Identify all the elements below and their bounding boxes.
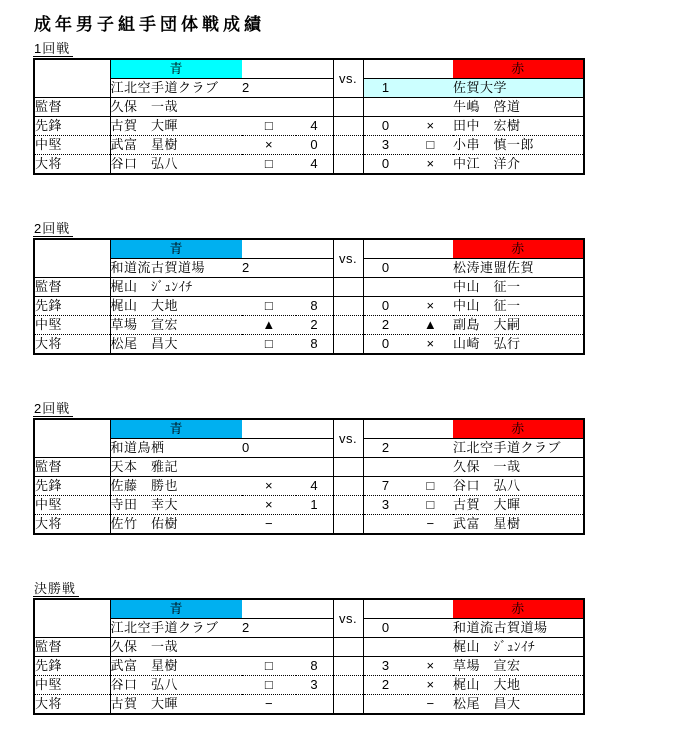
red-header-cell: 赤 [453,419,584,439]
red-player-points-cell: 2 [363,676,408,695]
empty-cell [333,657,363,676]
header-row [34,599,584,619]
empty-cell [333,278,363,297]
blue-header-cell: 青 [110,419,242,439]
empty-cell [296,278,333,297]
vs-cell: vs. [333,599,363,638]
empty-cell [296,239,333,259]
blue-player-points-cell: 0 [296,136,333,155]
blue-coach-cell: 久保 一哉 [110,98,242,117]
red-player-points-cell: 0 [363,117,408,136]
blue-player-name-cell: 佐藤 勝也 [110,477,242,496]
empty-cell [242,278,296,297]
red-team-cell: 和道流古賀道場 [453,619,584,638]
page-title: 成年男子組手団体戦成績 [34,15,265,34]
empty-cell [296,259,333,278]
red-coach-cell: 中山 征一 [453,278,584,297]
coach-row [34,638,584,657]
red-player-mark-cell: × [408,676,453,695]
red-player-name-cell: 副島 大嗣 [453,316,584,335]
corner-cell [34,599,110,638]
player-row [34,316,584,335]
red-player-points-cell: 2 [363,316,408,335]
red-player-points-cell: 0 [363,297,408,316]
player-row [34,136,584,155]
blue-player-name-cell: 谷口 弘八 [110,676,242,695]
empty-cell [408,638,453,657]
player-row [34,496,584,515]
red-player-mark-cell: − [408,515,453,535]
empty-cell [296,619,333,638]
position-label-cell: 大将 [34,695,110,715]
empty-cell [296,599,333,619]
coach-row [34,458,584,477]
match-table [33,58,585,175]
blue-player-mark-cell: × [242,496,296,515]
round-label: 1回戦 [33,41,73,57]
empty-cell [333,297,363,316]
blue-player-mark-cell: □ [242,657,296,676]
blue-player-points-cell: 8 [296,297,333,316]
red-player-points-cell: 7 [363,477,408,496]
empty-cell [333,638,363,657]
blue-player-points-cell [296,515,333,535]
empty-cell [242,458,296,477]
player-row [34,297,584,316]
blue-player-points-cell: 4 [296,477,333,496]
empty-cell [408,599,453,619]
vs-cell: vs. [333,59,363,98]
player-row [34,477,584,496]
empty-cell [363,59,408,79]
red-player-mark-cell: × [408,155,453,175]
round-label: 決勝戦 [33,581,79,597]
red-player-mark-cell: □ [408,136,453,155]
red-team-score-cell: 0 [363,619,408,638]
blue-team-score-cell: 2 [242,79,296,98]
red-header-cell: 赤 [453,599,584,619]
red-player-mark-cell: ▲ [408,316,453,335]
blue-player-points-cell: 1 [296,496,333,515]
red-player-name-cell: 梶山 大地 [453,676,584,695]
empty-cell [333,515,363,535]
red-coach-cell: 牛嶋 啓道 [453,98,584,117]
vs-cell: vs. [333,239,363,278]
empty-cell [333,676,363,695]
blue-coach-cell: 久保 一哉 [110,638,242,657]
match-section-1 [33,40,583,175]
corner-cell [34,419,110,458]
match-table [33,598,585,715]
red-coach-cell: 久保 一哉 [453,458,584,477]
blue-player-name-cell: 松尾 昌大 [110,335,242,355]
header-row [34,419,584,439]
empty-cell [333,136,363,155]
position-label-cell: 中堅 [34,676,110,695]
empty-cell [408,439,453,458]
empty-cell [242,98,296,117]
team-row [34,619,584,638]
red-player-points-cell [363,515,408,535]
red-player-name-cell: 田中 宏樹 [453,117,584,136]
red-player-points-cell: 0 [363,335,408,355]
empty-cell [296,59,333,79]
empty-cell [363,239,408,259]
blue-player-name-cell: 梶山 大地 [110,297,242,316]
blue-player-name-cell: 寺田 幸大 [110,496,242,515]
empty-cell [242,59,296,79]
empty-cell [333,496,363,515]
empty-cell [296,98,333,117]
player-row [34,676,584,695]
empty-cell [333,458,363,477]
blue-player-name-cell: 古賀 大暉 [110,695,242,715]
red-player-name-cell: 山崎 弘行 [453,335,584,355]
red-player-mark-cell: × [408,657,453,676]
red-player-mark-cell: □ [408,496,453,515]
match-table [33,238,585,355]
red-player-name-cell: 古賀 大暉 [453,496,584,515]
empty-cell [408,239,453,259]
blue-player-points-cell: 8 [296,657,333,676]
position-label-cell: 先鋒 [34,657,110,676]
empty-cell [242,599,296,619]
empty-cell [296,638,333,657]
empty-cell [363,458,408,477]
red-player-name-cell: 中山 征一 [453,297,584,316]
empty-cell [333,477,363,496]
red-player-mark-cell: × [408,117,453,136]
position-label-cell: 先鋒 [34,117,110,136]
empty-cell [408,419,453,439]
player-row [34,657,584,676]
match-section-2 [33,220,583,355]
blue-player-mark-cell: × [242,477,296,496]
empty-cell [333,316,363,335]
position-label-cell: 中堅 [34,136,110,155]
blue-team-score-cell: 0 [242,439,296,458]
position-label-cell: 大将 [34,515,110,535]
empty-cell [333,335,363,355]
coach-row [34,278,584,297]
red-player-mark-cell: − [408,695,453,715]
round-label: 2回戦 [33,221,73,237]
blue-player-points-cell: 8 [296,335,333,355]
empty-cell [408,98,453,117]
blue-team-cell: 江北空手道クラブ [110,619,242,638]
blue-player-name-cell: 草場 宣宏 [110,316,242,335]
empty-cell [363,419,408,439]
empty-cell [363,599,408,619]
coach-row [34,98,584,117]
corner-cell [34,59,110,98]
position-label-cell: 先鋒 [34,477,110,496]
empty-cell [296,79,333,98]
empty-cell [333,98,363,117]
player-row [34,155,584,175]
red-header-cell: 赤 [453,239,584,259]
empty-cell [296,439,333,458]
coach-label-cell: 監督 [34,458,110,477]
blue-player-points-cell: 2 [296,316,333,335]
header-row [34,239,584,259]
blue-player-mark-cell: □ [242,297,296,316]
empty-cell [333,695,363,715]
empty-cell [333,155,363,175]
empty-cell [408,278,453,297]
blue-player-mark-cell: □ [242,335,296,355]
coach-label-cell: 監督 [34,278,110,297]
blue-player-mark-cell: − [242,695,296,715]
empty-cell [408,259,453,278]
blue-player-name-cell: 佐竹 佑樹 [110,515,242,535]
match-section-3 [33,400,583,535]
red-team-score-cell: 2 [363,439,408,458]
empty-cell [408,59,453,79]
team-row [34,79,584,98]
position-label-cell: 中堅 [34,496,110,515]
blue-header-cell: 青 [110,59,242,79]
red-header-cell: 赤 [453,59,584,79]
empty-cell [363,638,408,657]
coach-label-cell: 監督 [34,98,110,117]
blue-player-points-cell [296,695,333,715]
empty-cell [408,79,453,98]
blue-player-name-cell: 武富 星樹 [110,657,242,676]
round-label: 2回戦 [33,401,73,417]
red-player-points-cell: 3 [363,136,408,155]
blue-player-points-cell: 3 [296,676,333,695]
header-row [34,59,584,79]
red-player-points-cell [363,695,408,715]
red-player-points-cell: 0 [363,155,408,175]
red-player-points-cell: 3 [363,657,408,676]
empty-cell [242,419,296,439]
blue-player-mark-cell: − [242,515,296,535]
empty-cell [242,239,296,259]
position-label-cell: 中堅 [34,316,110,335]
blue-header-cell: 青 [110,599,242,619]
red-team-score-cell: 0 [363,259,408,278]
position-label-cell: 大将 [34,335,110,355]
player-row [34,117,584,136]
coach-label-cell: 監督 [34,638,110,657]
position-label-cell: 先鋒 [34,297,110,316]
red-player-name-cell: 谷口 弘八 [453,477,584,496]
red-player-name-cell: 武富 星樹 [453,515,584,535]
red-coach-cell: 梶山 ｼﾞｭﾝｲﾁ [453,638,584,657]
red-player-name-cell: 松尾 昌大 [453,695,584,715]
blue-player-mark-cell: ▲ [242,316,296,335]
empty-cell [333,117,363,136]
blue-coach-cell: 梶山 ｼﾞｭﾝｲﾁ [110,278,242,297]
red-player-mark-cell: × [408,297,453,316]
player-row [34,335,584,355]
red-player-mark-cell: □ [408,477,453,496]
player-row [34,515,584,535]
blue-player-name-cell: 谷口 弘八 [110,155,242,175]
blue-player-mark-cell: □ [242,676,296,695]
blue-player-points-cell: 4 [296,117,333,136]
match-section-4 [33,580,583,715]
blue-player-name-cell: 武富 星樹 [110,136,242,155]
blue-player-mark-cell: □ [242,117,296,136]
blue-team-score-cell: 2 [242,259,296,278]
red-team-cell: 江北空手道クラブ [453,439,584,458]
blue-player-points-cell: 4 [296,155,333,175]
blue-team-cell: 和道鳥栖 [110,439,242,458]
empty-cell [296,419,333,439]
team-row [34,439,584,458]
red-player-points-cell: 3 [363,496,408,515]
blue-player-name-cell: 古賀 大暉 [110,117,242,136]
blue-team-cell: 和道流古賀道場 [110,259,242,278]
corner-cell [34,239,110,278]
red-player-name-cell: 中江 洋介 [453,155,584,175]
blue-coach-cell: 天本 雅記 [110,458,242,477]
red-player-name-cell: 草場 宣宏 [453,657,584,676]
red-team-score-cell: 1 [363,79,408,98]
empty-cell [242,638,296,657]
blue-player-mark-cell: □ [242,155,296,175]
vs-cell: vs. [333,419,363,458]
red-team-cell: 松涛連盟佐賀 [453,259,584,278]
red-team-cell: 佐賀大学 [453,79,584,98]
blue-player-mark-cell: × [242,136,296,155]
team-row [34,259,584,278]
empty-cell [363,278,408,297]
empty-cell [408,458,453,477]
empty-cell [363,98,408,117]
blue-header-cell: 青 [110,239,242,259]
red-player-name-cell: 小串 慎一郎 [453,136,584,155]
blue-team-score-cell: 2 [242,619,296,638]
empty-cell [296,458,333,477]
match-table [33,418,585,535]
empty-cell [408,619,453,638]
player-row [34,695,584,715]
red-player-mark-cell: × [408,335,453,355]
position-label-cell: 大将 [34,155,110,175]
blue-team-cell: 江北空手道クラブ [110,79,242,98]
